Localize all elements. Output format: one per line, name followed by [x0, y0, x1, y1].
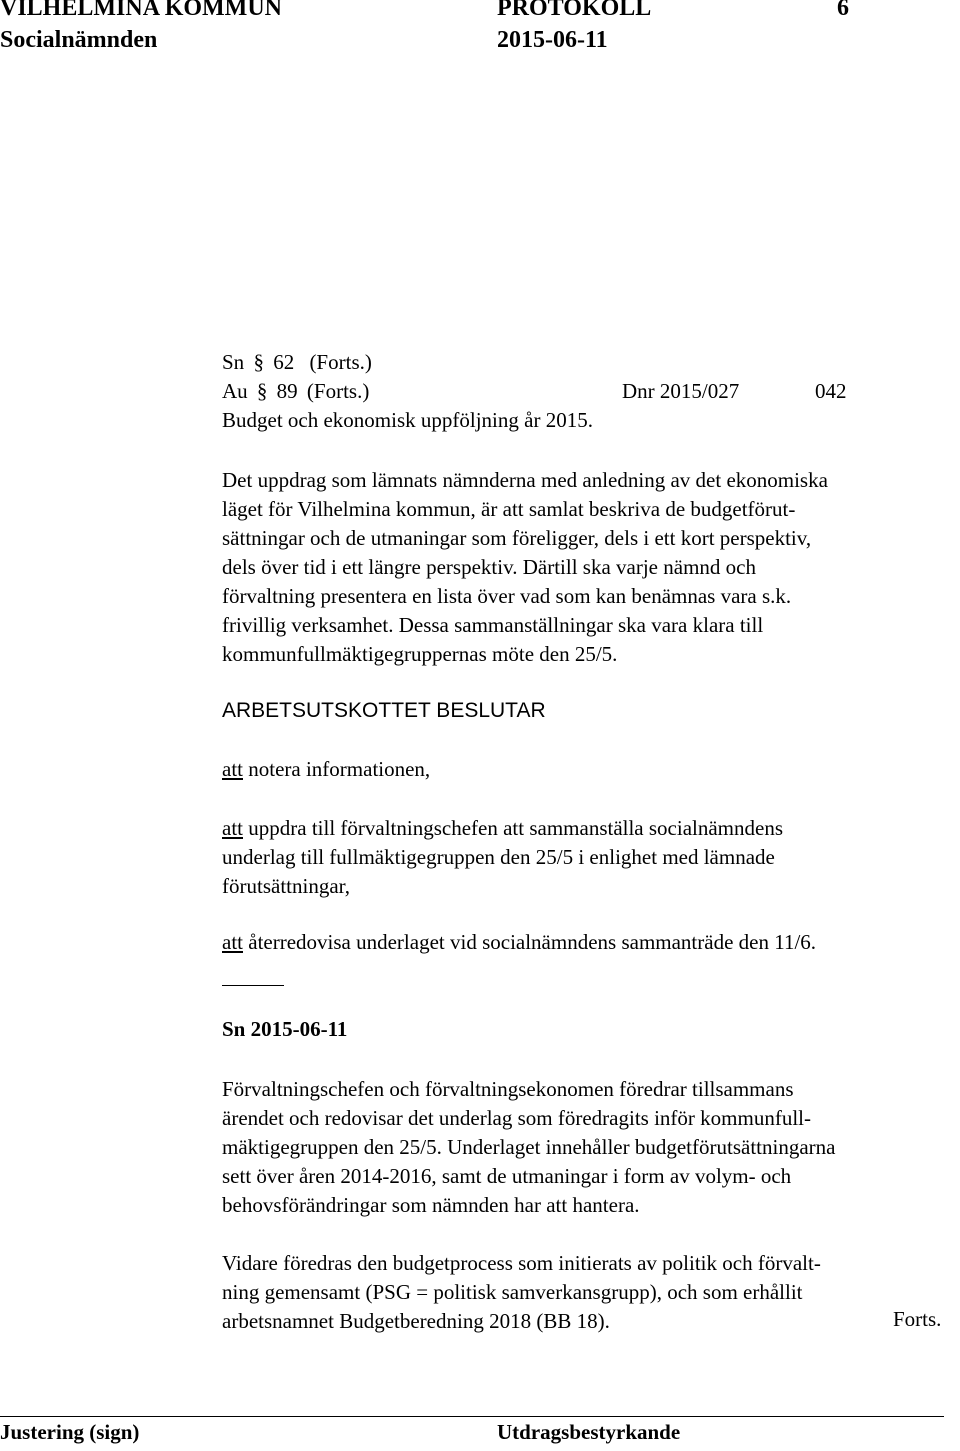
decision-text: återredovisa underlaget vid socialnämndens sammanträde den 11/6. [243, 930, 817, 954]
sn-section-heading: Sn 2015-06-11 [222, 1017, 348, 1041]
text-line: förutsättningar, [222, 874, 351, 898]
forts-label: Forts. [893, 1307, 942, 1331]
org-name: VILHELMINA KOMMUN [0, 0, 282, 21]
sn-paragraph-1 [222, 1075, 958, 1220]
text-line: sättningar och de utmaningar som föreligger, dels i ett kort perspektiv, [222, 526, 812, 550]
page-number: 6 [837, 0, 849, 21]
text-line: frivillig verksamhet. Dessa sammanställningar ska vara klara till [222, 613, 764, 637]
text-line: sett över åren 2014-2016, samt de utmaningar i form av volym- och [222, 1164, 792, 1188]
text-line: Det uppdrag som lämnats nämnderna med anledning av det ekonomiska [222, 468, 828, 492]
board-name: Socialnämnden [0, 27, 158, 53]
att-keyword: att [222, 757, 243, 781]
text-line: Förvaltningschefen och förvaltningsekonomen föredrar tillsammans [222, 1077, 794, 1101]
att-keyword: att [222, 930, 243, 954]
text-line: ning gemensamt (PSG = politisk samverkansgrupp), och som erhållit [222, 1280, 803, 1304]
separator-rule [222, 985, 284, 986]
text-line: ärendet och redovisar det underlag som föredragits inför kommunfull- [222, 1106, 811, 1130]
dnr: Dnr 2015/027 [622, 379, 740, 403]
case-title: Budget och ekonomisk uppföljning år 2015. [222, 408, 593, 432]
text-line: mäktigegruppen den 25/5. Underlaget innehåller budgetförutsättningarna [222, 1135, 836, 1159]
decision-item-2 [222, 814, 958, 901]
att-keyword: att [222, 816, 243, 840]
au-forts: (Forts.) [306, 379, 370, 403]
decision-item-1 [222, 757, 430, 782]
text-line: dels över tid i ett längre perspektiv. Därtill ska varje nämnd och [222, 555, 756, 579]
paragraph-symbol: § [256, 379, 268, 403]
decision-heading: ARBETSUTSKOTTET BESLUTAR [222, 699, 546, 722]
footer-utdragsbestyrkande: Utdragsbestyrkande [497, 1420, 681, 1444]
footer-rule [0, 1416, 944, 1417]
sn-forts: (Forts.) [309, 350, 372, 374]
meeting-date: 2015-06-11 [497, 27, 608, 53]
au-label: Au [222, 379, 248, 403]
text-line: Vidare föredras den budgetprocess som initierats av politik och förvalt- [222, 1251, 821, 1275]
sn-number: 62 [273, 350, 295, 374]
paragraph-symbol: § [253, 350, 264, 374]
footer-justering: Justering (sign) [0, 1420, 140, 1444]
text-line: underlag till fullmäktigegruppen den 25/5 i enlighet med lämnade [222, 845, 775, 869]
text-line: behovsförändringar som nämnden har att hantera. [222, 1193, 640, 1217]
doc-type: PROTOKOLL [497, 0, 652, 21]
sn-label: Sn [222, 350, 245, 374]
text-line: förvaltning presentera en lista över vad som kan benämnas vara s.k. [222, 584, 792, 608]
dnr-code: 042 [815, 379, 847, 403]
text-line: kommunfullmäktigegruppernas möte den 25/5. [222, 642, 618, 666]
decision-text: notera informationen, [243, 757, 431, 781]
decision-item-3 [222, 930, 816, 955]
case-sn-ref [222, 350, 372, 375]
case-au-ref [222, 379, 369, 404]
text-line: läget för Vilhelmina kommun, är att samlat beskriva de budgetförut- [222, 497, 796, 521]
text-line [222, 814, 958, 843]
intro-paragraph [222, 466, 958, 669]
sn-paragraph-2 [222, 1249, 958, 1336]
decision-text: uppdra till förvaltningschefen att sammanställa socialnämndens [243, 816, 784, 840]
au-number: 89 [276, 379, 298, 403]
text-line: arbetsnamnet Budgetberedning 2018 (BB 18). [222, 1309, 610, 1333]
